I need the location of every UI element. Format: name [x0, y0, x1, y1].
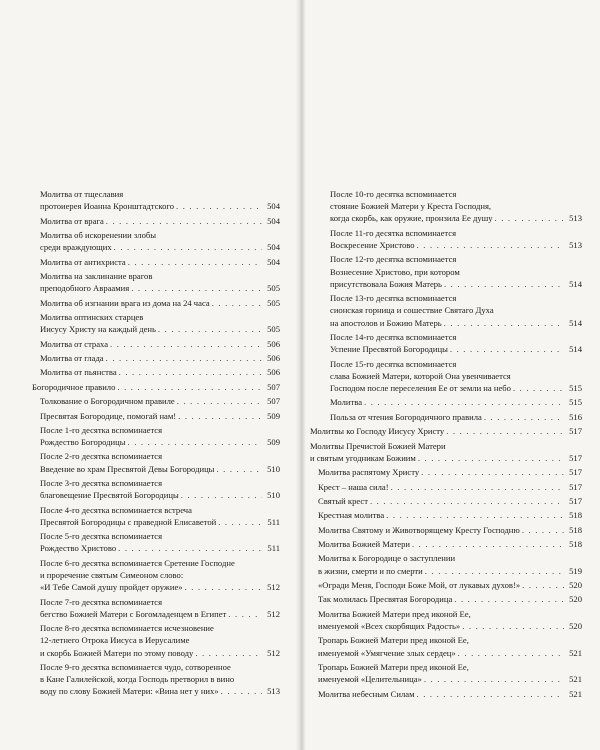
dot-leader — [158, 323, 262, 335]
dot-leader — [185, 581, 262, 593]
toc-entry-title-line: благовещение Пресвятой Богородицы — [40, 490, 179, 501]
toc-entry-last-line — [310, 425, 582, 437]
toc-entry-last-line — [40, 297, 280, 309]
toc-page-number: 511 — [267, 543, 280, 554]
dot-leader — [462, 620, 564, 632]
toc-entry — [32, 504, 280, 528]
toc-page-number: 504 — [267, 242, 280, 253]
dot-leader — [110, 338, 262, 350]
toc-page-number: 504 — [267, 201, 280, 212]
toc-entry-title-line: Молитвы Пречистой Божией Матери — [310, 440, 446, 451]
dot-leader — [178, 410, 262, 422]
toc-entry-title-line: бегство Божией Матери с Богомладенцем в Египет — [40, 608, 227, 619]
toc-page-number: 518 — [569, 510, 582, 521]
toc-entry-title-line: После 2-го десятка вспоминается — [40, 451, 163, 462]
toc-entry-last-line — [40, 410, 280, 422]
toc-entry-title-line: и проречение святым Симеоном слово: — [40, 570, 184, 581]
toc-entry-title-line: Рождество Богородицы — [40, 437, 126, 448]
toc-entry-title-line: Польза от чтения Богородичного правила — [330, 411, 482, 422]
toc-page-number: 514 — [569, 278, 582, 289]
toc-entry — [310, 466, 582, 478]
toc-entry-title-line: Крест – наша сила! — [318, 481, 389, 492]
toc-entry-title-line: воду по слову Божией Матери: «Вина нет у них» — [40, 686, 219, 697]
toc-entry — [310, 227, 582, 251]
dot-leader — [177, 395, 262, 407]
toc-entry-last-line — [330, 382, 582, 394]
toc-page-number: 511 — [267, 516, 280, 527]
toc-entry-last-line — [318, 495, 582, 507]
dot-leader — [106, 215, 262, 227]
toc-page-number: 515 — [569, 382, 582, 393]
toc-entry-title-line: Святый крест — [318, 495, 368, 506]
toc-entry-last-line — [40, 395, 280, 407]
toc-entry-title-line: именуемой «Всех скорбящих Радость» — [318, 621, 461, 632]
toc-entry-title-line: «И Тебе Самой душу пройдет оружие» — [40, 582, 183, 593]
dot-leader — [417, 688, 564, 700]
dot-leader — [421, 466, 564, 478]
toc-page-number: 517 — [569, 495, 582, 506]
toc-entry — [32, 188, 280, 212]
toc-entry-last-line — [318, 620, 582, 632]
toc-entry-title-line: Тропарь Божией Матери пред иконой Ее, — [318, 635, 469, 646]
toc-page-number: 521 — [569, 674, 582, 685]
dot-leader — [364, 396, 564, 408]
dot-leader — [522, 524, 564, 536]
toc-entry-last-line — [40, 338, 280, 350]
toc-entry-title-line: среди враждующих — [40, 242, 112, 253]
toc-entry — [310, 524, 582, 536]
dot-leader — [118, 542, 262, 554]
toc-entry-title-line: Молитва на заклинание врагов — [40, 270, 153, 281]
toc-entry-last-line — [40, 200, 280, 212]
toc-entry — [310, 495, 582, 507]
toc-page-number: 509 — [267, 437, 280, 448]
toc-entry-last-line — [40, 647, 280, 659]
toc-entry-title-line: сионская горница и сошествие Святаго Духа — [330, 305, 494, 316]
dot-leader — [218, 516, 262, 528]
toc-entry-last-line — [330, 239, 582, 251]
toc-entry — [32, 297, 280, 309]
toc-entry-title-line: Молитва небесным Силам — [318, 688, 415, 699]
toc-entry — [310, 253, 582, 290]
toc-page-number: 505 — [267, 297, 280, 308]
toc-entry-last-line — [330, 317, 582, 329]
toc-entry-title-line: После 3-го десятка вспоминается — [40, 478, 163, 489]
toc-entry-last-line — [318, 524, 582, 536]
toc-entry — [310, 188, 582, 225]
toc-page-number: 506 — [267, 352, 280, 363]
toc-entry — [32, 352, 280, 364]
dot-leader — [444, 278, 564, 290]
toc-entry-title-line: После 9-го десятка вспоминается чудо, сотворенное — [40, 662, 231, 673]
toc-entry-title-line: После 14-го десятка вспоминается — [330, 331, 457, 342]
toc-page-number: 510 — [267, 463, 280, 474]
toc-entry-title-line: После 13-го десятка вспоминается — [330, 293, 457, 304]
toc-entry-last-line — [310, 452, 582, 464]
toc-entry — [32, 270, 280, 294]
toc-page-number: 520 — [569, 580, 582, 591]
toc-entry-last-line — [318, 579, 582, 591]
toc-entry-title-line: стояние Божией Матери у Креста Господня, — [330, 201, 492, 212]
toc-entry — [310, 411, 582, 423]
toc-entry-last-line — [318, 688, 582, 700]
right-page — [300, 0, 600, 750]
toc-page-number: 516 — [569, 411, 582, 422]
toc-entry — [310, 688, 582, 700]
toc-entry-title-line: После 6-го десятка вспоминается Сретение Господне — [40, 557, 235, 568]
toc-page-number: 512 — [267, 608, 280, 619]
toc-entry-title-line: и скорбь Божией Матери по этому поводу — [40, 647, 194, 658]
dot-leader — [424, 673, 564, 685]
toc-entry — [310, 634, 582, 658]
toc-entry-last-line — [40, 241, 280, 253]
toc-page-number: 519 — [569, 565, 582, 576]
toc-entry — [32, 410, 280, 422]
toc-entry — [32, 395, 280, 407]
toc-page-number: 507 — [267, 381, 280, 392]
toc-entry-last-line — [318, 509, 582, 521]
toc-page-number: 520 — [569, 594, 582, 605]
dot-leader — [484, 411, 564, 423]
dot-leader — [450, 343, 564, 355]
toc-page-number: 521 — [569, 647, 582, 658]
dot-leader — [119, 366, 262, 378]
toc-entry — [32, 338, 280, 350]
toc-entry-last-line — [40, 685, 280, 697]
toc-entry — [310, 509, 582, 521]
toc-entry-title-line: После 1-го десятка вспоминается — [40, 424, 163, 435]
toc-page-number: 514 — [569, 344, 582, 355]
toc-page-number: 507 — [267, 396, 280, 407]
toc-entry-last-line — [40, 215, 280, 227]
toc-entry-title-line: Успение Пресвятой Богородицы — [330, 344, 448, 355]
toc-entry — [32, 381, 280, 393]
dot-leader — [446, 425, 564, 437]
toc-entry — [310, 331, 582, 355]
toc-entry — [310, 440, 582, 464]
toc-page-number: 512 — [267, 582, 280, 593]
dot-leader — [221, 685, 262, 697]
toc-page-number: 505 — [267, 324, 280, 335]
toc-entry-title-line: Молитва об искоренении злобы — [40, 229, 157, 240]
toc-entry-last-line — [32, 381, 280, 393]
toc-entry-title-line: слава Божией Матери, которой Она увенчивается — [330, 370, 511, 381]
toc-entry — [310, 579, 582, 591]
dot-leader — [454, 593, 564, 605]
toc-entry-title-line: Молитва Божией Матери — [318, 539, 410, 550]
toc-entry-title-line: Молитва об изгнании врага из дома на 24 часа — [40, 297, 210, 308]
toc-page-number: 506 — [267, 367, 280, 378]
toc-entry-title-line: Воскресение Христово — [330, 240, 415, 250]
toc-entry-title-line: После 5-го десятка вспоминается — [40, 531, 163, 542]
dot-leader — [522, 579, 564, 591]
dot-leader — [417, 239, 564, 251]
toc-entry-title-line: Тропарь Божией Матери пред иконой Ее, — [318, 662, 469, 673]
toc-entry-title-line: Молитвы ко Господу Иисусу Христу — [310, 426, 445, 437]
toc-entry — [32, 424, 280, 448]
toc-entry-title-line: Богородичное правило — [32, 381, 116, 392]
toc-entry-title-line: «Огради Меня, Господи Боже Мой, от лукавых духов!» — [318, 580, 521, 591]
toc-entry — [310, 481, 582, 493]
dot-leader — [386, 509, 564, 521]
toc-page-number: 505 — [267, 283, 280, 294]
toc-page-number: 504 — [267, 215, 280, 226]
toc-entry-last-line — [40, 436, 280, 448]
toc-entry — [32, 557, 280, 594]
toc-entry-last-line — [330, 411, 582, 423]
toc-entry-last-line — [330, 343, 582, 355]
toc-entry-title-line: Иисусу Христу на каждый день — [40, 324, 156, 335]
toc-entry-last-line — [40, 323, 280, 335]
toc-entry-last-line — [318, 593, 582, 605]
toc-entry-last-line — [40, 256, 280, 268]
toc-page-number: 513 — [569, 240, 582, 250]
toc-entry — [310, 552, 582, 576]
toc-entry-title-line: на апостолов и Божию Матерь — [330, 317, 442, 328]
dot-leader — [195, 647, 262, 659]
dot-leader — [176, 200, 262, 212]
toc-entry-title-line: Молитва от антихриста — [40, 256, 126, 267]
toc-entry — [32, 229, 280, 253]
toc-page-number: 504 — [267, 256, 280, 267]
toc-entry-title-line: именуемой «Целительница» — [318, 674, 422, 685]
toc-entry-last-line — [40, 608, 280, 620]
dot-leader — [458, 647, 564, 659]
dot-leader — [128, 256, 262, 268]
toc-entry-title-line: Так молилась Пресвятая Богородица — [318, 594, 453, 605]
toc-page-number: 518 — [569, 524, 582, 535]
toc-entry-last-line — [330, 212, 582, 224]
toc-page-number: 520 — [569, 621, 582, 632]
toc-page-number: 506 — [267, 338, 280, 349]
toc-entry-title-line: Молитва от пьянства — [40, 367, 117, 378]
dot-leader — [181, 489, 262, 501]
toc-entry-title-line: Введение во храм Пресвятой Девы Богородицы — [40, 463, 215, 474]
toc-entry-title-line: Молитва Святому и Животворящему Кресту Господню — [318, 524, 520, 535]
toc-page-number: 518 — [569, 539, 582, 550]
toc-entry-title-line: присутствовала Божия Матерь — [330, 278, 442, 289]
dot-leader — [370, 495, 564, 507]
toc-entry-title-line: После 11-го десятка вспоминается — [330, 227, 457, 238]
toc-entry-last-line — [330, 278, 582, 290]
toc-entry-last-line — [40, 352, 280, 364]
toc-entry-last-line — [40, 581, 280, 593]
toc-entry-last-line — [318, 673, 582, 685]
toc-page-number: 513 — [267, 686, 280, 697]
toc-list-left — [32, 188, 280, 700]
toc-entry-title-line: Молитва распятому Христу — [318, 467, 420, 478]
toc-entry — [310, 358, 582, 395]
toc-entry-last-line — [318, 565, 582, 577]
toc-page-number: 513 — [569, 213, 582, 224]
dot-leader — [418, 452, 564, 464]
toc-entry — [310, 593, 582, 605]
toc-entry-title-line: Молитва от страха — [40, 338, 109, 349]
dot-leader — [228, 608, 262, 620]
dot-leader — [117, 381, 262, 393]
toc-entry-last-line — [40, 463, 280, 475]
dot-leader — [106, 352, 262, 364]
toc-entry — [32, 215, 280, 227]
toc-entry-title-line: Молитва от врага — [40, 215, 104, 226]
toc-entry-title-line: именуемой «Умягчение злых сердец» — [318, 647, 456, 658]
toc-entry-title-line: Пресвятой Богородицы с праведной Елисаветой — [40, 516, 217, 527]
toc-entry-title-line: Молитва — [330, 397, 363, 408]
toc-entry-title-line: протоиерея Иоанна Кронштадтского — [40, 201, 175, 212]
toc-entry — [310, 538, 582, 550]
toc-page-number: 517 — [569, 481, 582, 492]
dot-leader — [128, 436, 262, 448]
toc-entry — [32, 622, 280, 659]
toc-entry-title-line: когда скорбь, как оружие, пронзила Ее душу — [330, 213, 493, 224]
toc-entry-title-line: Молитва от глада — [40, 352, 104, 363]
toc-entry — [32, 596, 280, 620]
toc-entry-title-line: в жизни, смерти и по смерти — [318, 565, 423, 576]
toc-entry-last-line — [318, 466, 582, 478]
toc-entry-title-line: Толкование о Богородичном правиле — [40, 396, 175, 407]
toc-page-number: 510 — [267, 490, 280, 501]
toc-page-number: 509 — [267, 410, 280, 421]
dot-leader — [131, 282, 262, 294]
toc-entry-title-line: После 4-го десятка вспоминается встреча — [40, 504, 192, 515]
toc-entry-title-line: Молитва от тщеславия — [40, 189, 124, 199]
toc-page-number: 517 — [569, 426, 582, 437]
toc-page-number: 515 — [569, 397, 582, 408]
toc-entry-last-line — [318, 481, 582, 493]
toc-entry — [32, 450, 280, 474]
toc-entry-title-line: Молитва оптинских старцев — [40, 311, 144, 322]
toc-entry-title-line: После 7-го десятка вспоминается — [40, 596, 163, 607]
toc-entry-title-line: После 10-го десятка вспоминается — [330, 189, 457, 199]
toc-entry-last-line — [318, 538, 582, 550]
toc-entry-title-line: После 8-го десятка вспоминается исчезновение — [40, 623, 214, 634]
toc-entry-last-line — [40, 366, 280, 378]
toc-entry-last-line — [40, 516, 280, 528]
toc-entry — [32, 530, 280, 554]
toc-entry — [310, 608, 582, 632]
toc-entry-title-line: Молитва к Богородице о заступлении — [318, 553, 456, 564]
toc-entry-last-line — [318, 647, 582, 659]
toc-entry-title-line: Господом после переселения Ее от земли на небо — [330, 382, 511, 393]
dot-leader — [444, 317, 564, 329]
toc-entry-title-line: в Кане Галилейской, когда Господь претворил в вино — [40, 674, 235, 685]
dot-leader — [495, 212, 564, 224]
toc-entry-title-line: 12-летнего Отрока Иисуса в Иерусалиме — [40, 635, 190, 646]
toc-list-right — [310, 188, 582, 702]
dot-leader — [412, 538, 564, 550]
dot-leader — [513, 382, 564, 394]
toc-entry-title-line: Вознесение Христово, при котором — [330, 266, 460, 277]
toc-entry — [32, 366, 280, 378]
toc-entry-title-line: Молитва Божией Матери пред иконой Ее, — [318, 608, 471, 619]
toc-entry-last-line — [330, 396, 582, 408]
toc-entry — [310, 396, 582, 408]
toc-entry-title-line: Пресвятая Богородице, помогай нам! — [40, 410, 177, 421]
toc-entry-last-line — [40, 542, 280, 554]
dot-leader — [212, 297, 262, 309]
toc-entry — [32, 661, 280, 698]
toc-page-number: 514 — [569, 317, 582, 328]
toc-entry — [32, 311, 280, 335]
toc-page-number: 512 — [267, 647, 280, 658]
toc-entry-title-line: После 15-го десятка вспоминается — [330, 358, 457, 369]
toc-entry — [310, 661, 582, 685]
toc-entry — [32, 256, 280, 268]
dot-leader — [114, 241, 262, 253]
dot-leader — [425, 565, 564, 577]
toc-entry-title-line: Крестная молитва — [318, 510, 385, 521]
toc-entry-title-line: и святым угодникам Божиим — [310, 452, 416, 463]
toc-page-number: 521 — [569, 688, 582, 699]
toc-entry — [310, 425, 582, 437]
toc-entry — [32, 477, 280, 501]
toc-entry — [310, 292, 582, 329]
toc-page-number: 517 — [569, 452, 582, 463]
toc-entry-title-line: Рождество Христово — [40, 543, 117, 554]
toc-entry-last-line — [40, 282, 280, 294]
toc-entry-last-line — [40, 489, 280, 501]
toc-page-number: 517 — [569, 467, 582, 478]
toc-entry-title-line: После 12-го десятка вспоминается — [330, 254, 457, 265]
dot-leader — [216, 463, 262, 475]
toc-entry-title-line: преподобного Авраамия — [40, 283, 130, 294]
dot-leader — [391, 481, 564, 493]
